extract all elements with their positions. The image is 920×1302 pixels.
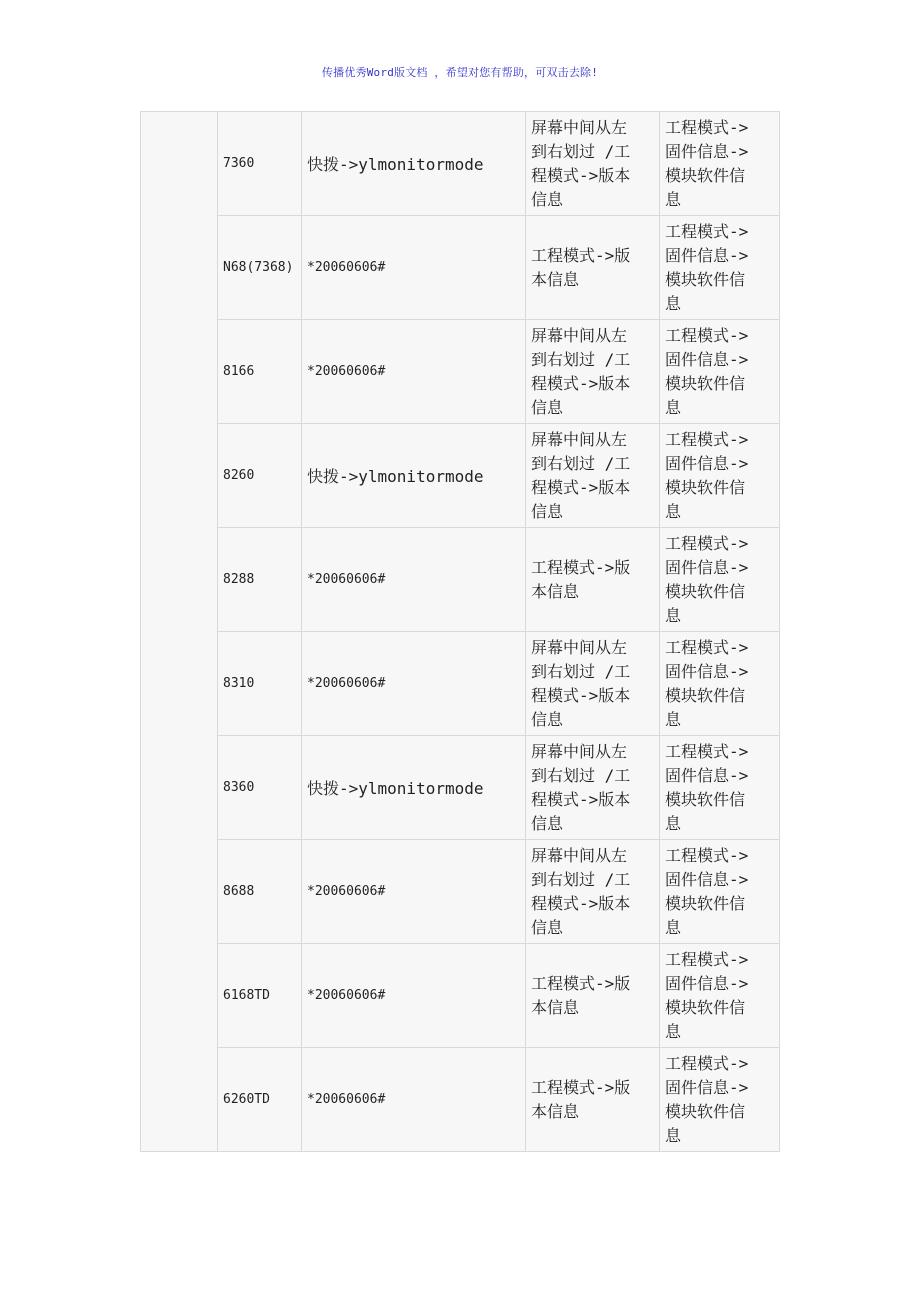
info-cell: 工程模式-> 固件信息-> 模块软件信 息 <box>660 112 780 216</box>
path-cell: 工程模式->版 本信息 <box>526 944 660 1048</box>
path-cell: 屏幕中间从左 到右划过 /工 程模式->版本 信息 <box>526 424 660 528</box>
model-cell: N68(7368) <box>218 216 302 320</box>
info-cell: 工程模式-> 固件信息-> 模块软件信 息 <box>660 1048 780 1152</box>
model-cell: 7360 <box>218 112 302 216</box>
code-cell: 快拨->ylmonitormode <box>302 424 526 528</box>
table-row <box>141 216 780 320</box>
path-cell: 屏幕中间从左 到右划过 /工 程模式->版本 信息 <box>526 112 660 216</box>
path-cell: 工程模式->版 本信息 <box>526 216 660 320</box>
path-cell: 工程模式->版 本信息 <box>526 528 660 632</box>
model-cell: 6260TD <box>218 1048 302 1152</box>
code-cell: 快拨->ylmonitormode <box>302 112 526 216</box>
path-cell: 屏幕中间从左 到右划过 /工 程模式->版本 信息 <box>526 736 660 840</box>
info-cell: 工程模式-> 固件信息-> 模块软件信 息 <box>660 320 780 424</box>
path-cell: 屏幕中间从左 到右划过 /工 程模式->版本 信息 <box>526 840 660 944</box>
model-cell: 8688 <box>218 840 302 944</box>
code-cell: *20060606# <box>302 1048 526 1152</box>
model-cell: 8166 <box>218 320 302 424</box>
table-row <box>141 944 780 1048</box>
info-cell: 工程模式-> 固件信息-> 模块软件信 息 <box>660 216 780 320</box>
model-cell: 6168TD <box>218 944 302 1048</box>
table-row <box>141 424 780 528</box>
table-row <box>141 528 780 632</box>
table-container <box>140 111 780 1152</box>
path-cell: 工程模式->版 本信息 <box>526 1048 660 1152</box>
code-cell: 快拨->ylmonitormode <box>302 736 526 840</box>
phone-codes-table <box>140 111 780 1152</box>
info-cell: 工程模式-> 固件信息-> 模块软件信 息 <box>660 424 780 528</box>
table-row <box>141 736 780 840</box>
table-row <box>141 840 780 944</box>
table-row <box>141 1048 780 1152</box>
info-cell: 工程模式-> 固件信息-> 模块软件信 息 <box>660 632 780 736</box>
code-cell: *20060606# <box>302 944 526 1048</box>
code-cell: *20060606# <box>302 528 526 632</box>
model-cell: 8260 <box>218 424 302 528</box>
document-banner: 传播优秀Word版文档 ，希望对您有帮助，可双击去除! <box>321 66 599 79</box>
path-cell: 屏幕中间从左 到右划过 /工 程模式->版本 信息 <box>526 632 660 736</box>
table-row <box>141 112 780 216</box>
info-cell: 工程模式-> 固件信息-> 模块软件信 息 <box>660 736 780 840</box>
table-row <box>141 632 780 736</box>
path-cell: 屏幕中间从左 到右划过 /工 程模式->版本 信息 <box>526 320 660 424</box>
info-cell: 工程模式-> 固件信息-> 模块软件信 息 <box>660 944 780 1048</box>
code-cell: *20060606# <box>302 320 526 424</box>
model-cell: 8360 <box>218 736 302 840</box>
model-cell: 8288 <box>218 528 302 632</box>
info-cell: 工程模式-> 固件信息-> 模块软件信 息 <box>660 528 780 632</box>
code-cell: *20060606# <box>302 840 526 944</box>
blank-cell <box>141 112 218 1152</box>
model-cell: 8310 <box>218 632 302 736</box>
info-cell: 工程模式-> 固件信息-> 模块软件信 息 <box>660 840 780 944</box>
code-cell: *20060606# <box>302 216 526 320</box>
table-row <box>141 320 780 424</box>
code-cell: *20060606# <box>302 632 526 736</box>
